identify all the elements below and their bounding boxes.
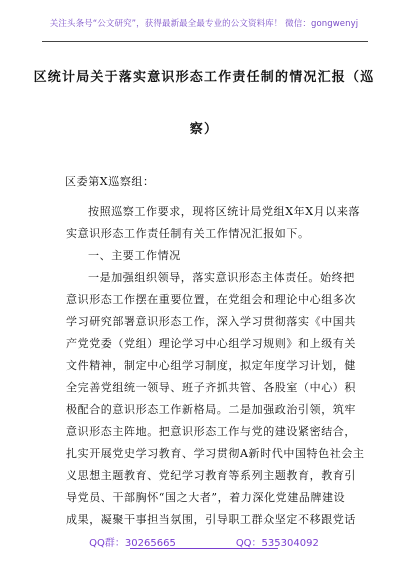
header-divider <box>42 41 368 42</box>
body-line: 按照巡察工作要求，现将区统计局党组X年X月以来落 <box>88 205 361 218</box>
section-heading: 一、主要工作情况 <box>88 249 181 262</box>
body-line: 学习研究部署意识形态工作，深入学习贯彻落实《中国共 <box>66 315 356 328</box>
body-line: 导党员、干部胸怀“国之大者”，着力深化党建品牌建设 <box>66 491 346 504</box>
document-title: 区统计局关于落实意识形态工作责任制的情况汇报（巡 <box>33 70 375 85</box>
salutation: 区委第X巡察组： <box>65 175 155 188</box>
body-line: 成果，凝聚干事担当氛围，引导职工群众坚定不移跟党话 <box>66 513 356 526</box>
body-line: 扎实开展党史学习教育、学习贯彻A新时代中国特色社会主 <box>66 447 365 460</box>
body-line: 全完善党组统一领导、班子齐抓共管、各股室（中心）积 <box>66 381 356 394</box>
body-line: 极配合的意识形态工作新格局。二是加强政治引领，筑牢 <box>66 403 356 416</box>
body-line: 义思想主题教育、党纪学习教育等系列主题教育，教育引 <box>66 469 356 482</box>
body-line: 文件精神，制定中心组学习制度，拟定年度学习计划，健 <box>66 359 356 372</box>
body-line: 产党党委（党组）理论学习中心组学习规则》和上级有关 <box>66 337 356 350</box>
document-title-continued: 察） <box>189 122 219 137</box>
body-line: 实意识形态工作责任制有关工作情况汇报如下。 <box>66 227 310 240</box>
footer-qq-group: QQ群：30265665 <box>89 538 176 549</box>
footer-underline <box>130 548 278 549</box>
document-body <box>65 171 365 531</box>
body-line: 一是加强组织领导，落实意识形态主体责任。始终把 <box>88 271 355 284</box>
body-line: 意识形态工作摆在重要位置，在党组会和理论中心组多次 <box>66 293 356 306</box>
footer-contact <box>0 534 408 549</box>
footer-qq: QQ：535304092 <box>235 538 319 549</box>
header-note: 关注头条号“公文研究”，获得最新最全最专业的公文资料库！ 微信：gongwenyj <box>49 19 359 29</box>
body-line: 意识形态主阵地。把意识形态工作与党的建设紧密结合， <box>66 425 356 438</box>
